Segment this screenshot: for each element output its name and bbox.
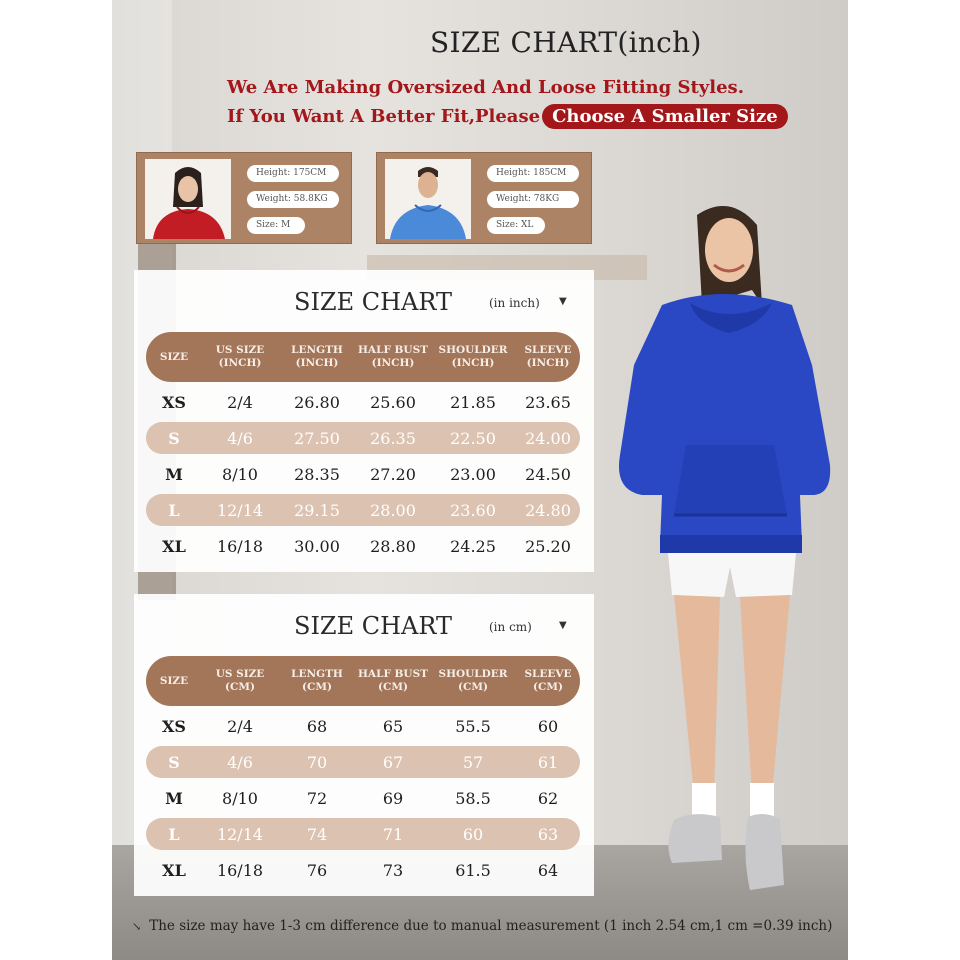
table-cell: 2/4 (227, 392, 253, 412)
notice-line-1: We Are Making Oversized And Loose Fitting Styles. (227, 77, 744, 98)
table-cell: 28.35 (294, 464, 340, 484)
size-label: L (168, 500, 180, 520)
column-header: SIZE (159, 674, 189, 687)
table-cell: 62 (537, 788, 559, 808)
table-cell: 22.50 (450, 428, 496, 448)
size-label: S (168, 428, 180, 448)
table-row (146, 782, 580, 814)
male-size: Size: XL (487, 217, 545, 234)
size-chart-cm (134, 594, 594, 896)
table-cell: 21.85 (450, 392, 496, 412)
table-row (146, 854, 580, 886)
table-header-row (146, 332, 580, 382)
table-cell: 30.00 (294, 536, 340, 556)
table-cell: 73 (382, 860, 404, 880)
chart-header (134, 284, 594, 324)
table-cell: 71 (382, 824, 404, 844)
male-weight: Weight: 78KG (487, 191, 579, 208)
page-title: SIZE CHART(inch) (430, 26, 702, 59)
size-label: M (165, 788, 183, 808)
table-row (146, 422, 580, 454)
size-label: XL (162, 860, 186, 880)
table-cell: 8/10 (222, 464, 258, 484)
column-header: SHOULDER (CM) (438, 668, 508, 693)
table-row (146, 458, 580, 490)
table-cell: 61.5 (455, 860, 491, 880)
table-cell: 24.80 (525, 500, 571, 520)
table-cell: 4/6 (227, 752, 253, 772)
table-header-row (146, 656, 580, 706)
model-card-female (136, 152, 352, 244)
size-chart-inch (134, 270, 594, 572)
model-in-blue-hoodie (602, 195, 842, 905)
table-cell: 29.15 (294, 500, 340, 520)
table-cell: 67 (382, 752, 404, 772)
table-row (146, 710, 580, 742)
table-cell: 12/14 (216, 824, 264, 844)
table-cell: 23.00 (450, 464, 496, 484)
table-row (146, 494, 580, 526)
male-model-photo (385, 159, 471, 239)
table-cell: 24.25 (450, 536, 496, 556)
table-cell: 16/18 (216, 536, 264, 556)
table-cell: 63 (537, 824, 559, 844)
column-header: LENGTH (INCH) (291, 344, 343, 369)
caret-down-icon: ▼ (559, 620, 567, 631)
measurement-footnote (132, 918, 832, 934)
male-model-illustration (385, 159, 471, 239)
table-cell: 23.60 (450, 500, 496, 520)
column-header: US SIZE (INCH) (215, 344, 265, 369)
model-card-male (376, 152, 592, 244)
chart-unit-label: (in cm) (489, 620, 532, 634)
table-cell: 70 (306, 752, 328, 772)
table-cell: 12/14 (216, 500, 264, 520)
size-label: S (168, 752, 180, 772)
male-height: Height: 185CM (487, 165, 579, 182)
table-row (146, 818, 580, 850)
table-cell: 74 (306, 824, 328, 844)
size-label: XS (162, 716, 186, 736)
column-header: HALF BUST (CM) (358, 668, 428, 693)
arrow-down-right-icon: ↘ (132, 920, 142, 933)
column-header: SHOULDER (INCH) (438, 344, 508, 369)
table-cell: 64 (537, 860, 559, 880)
column-header: HALF BUST (INCH) (358, 344, 428, 369)
notice-prefix: If You Want A Better Fit,Please (227, 106, 541, 127)
table-cell: 23.65 (525, 392, 571, 412)
chart-header (134, 608, 594, 648)
table-cell: 76 (306, 860, 328, 880)
table-cell: 28.80 (370, 536, 416, 556)
table-row (146, 386, 580, 418)
table-cell: 65 (382, 716, 404, 736)
table-cell: 4/6 (227, 428, 253, 448)
table-cell: 60 (537, 716, 559, 736)
table-cell: 57 (462, 752, 484, 772)
column-header: US SIZE (CM) (215, 668, 265, 693)
table-cell: 26.35 (370, 428, 416, 448)
table-cell: 27.20 (370, 464, 416, 484)
table-cell: 58.5 (455, 788, 491, 808)
table-cell: 60 (462, 824, 484, 844)
table-row (146, 530, 580, 562)
table-cell: 28.00 (370, 500, 416, 520)
column-header: SIZE (159, 350, 189, 363)
notice-line-2 (227, 104, 788, 129)
table-cell: 27.50 (294, 428, 340, 448)
smaller-size-badge: Choose A Smaller Size (542, 104, 788, 129)
table-cell: 26.80 (294, 392, 340, 412)
table-cell: 68 (306, 716, 328, 736)
size-label: L (168, 824, 180, 844)
column-header: SLEEVE (CM) (524, 668, 572, 693)
table-cell: 25.60 (370, 392, 416, 412)
female-size: Size: M (247, 217, 305, 234)
chart-unit-label: (in inch) (489, 296, 540, 310)
female-model-illustration (145, 159, 231, 239)
chart-title: SIZE CHART (294, 288, 453, 316)
table-cell: 24.00 (525, 428, 571, 448)
table-cell: 72 (306, 788, 328, 808)
table-cell: 8/10 (222, 788, 258, 808)
size-label: XL (162, 536, 186, 556)
table-cell: 25.20 (525, 536, 571, 556)
chart-title: SIZE CHART (294, 612, 453, 640)
table-cell: 69 (382, 788, 404, 808)
table-cell: 55.5 (455, 716, 491, 736)
size-chart-image (112, 0, 848, 960)
table-row (146, 746, 580, 778)
footnote-text: The size may have 1-3 cm difference due to manual measurement (1 inch 2.54 cm,1 cm =0.39 inch) (149, 918, 833, 934)
table-cell: 16/18 (216, 860, 264, 880)
table-cell: 24.50 (525, 464, 571, 484)
table-cell: 61 (537, 752, 559, 772)
table-cell: 2/4 (227, 716, 253, 736)
column-header: SLEEVE (INCH) (524, 344, 572, 369)
female-height: Height: 175CM (247, 165, 339, 182)
size-label: M (165, 464, 183, 484)
female-model-photo (145, 159, 231, 239)
female-weight: Weight: 58.8KG (247, 191, 339, 208)
size-label: XS (162, 392, 186, 412)
column-header: LENGTH (CM) (291, 668, 343, 693)
caret-down-icon: ▼ (559, 296, 567, 307)
